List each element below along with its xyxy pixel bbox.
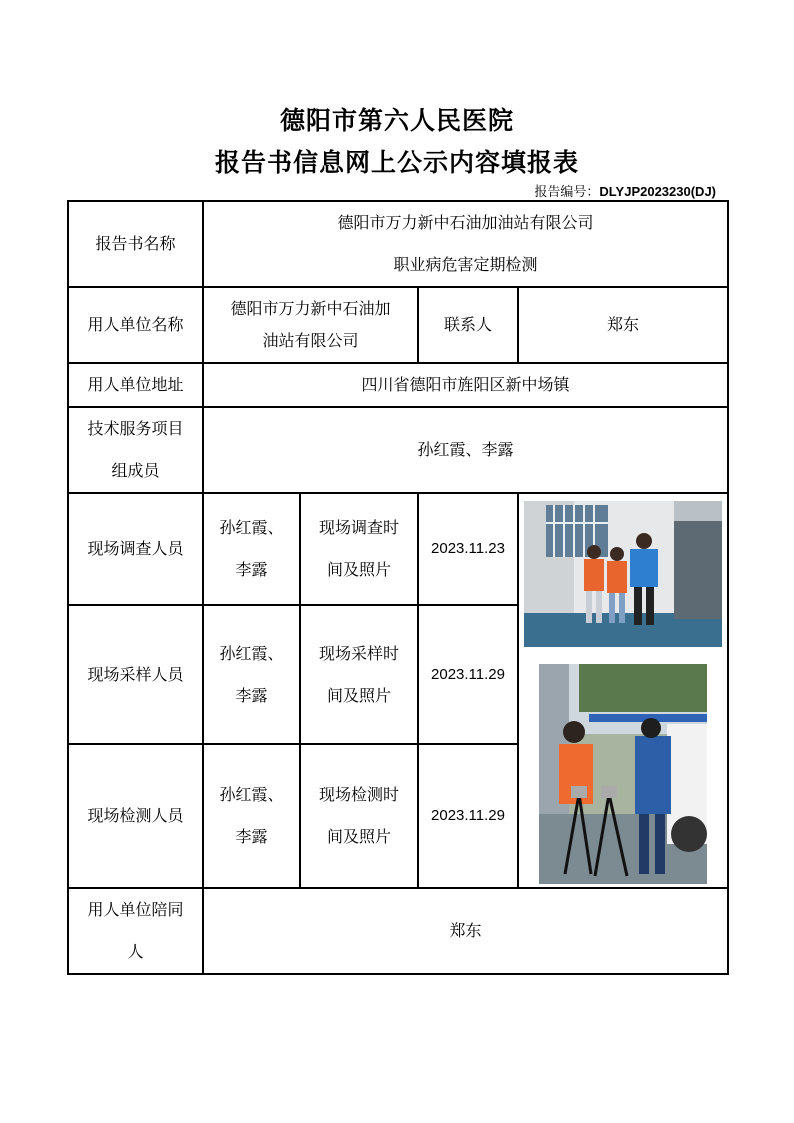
sampling-label: 现场采样人员 (68, 605, 203, 744)
document-title-line2: 报告书信息网上公示内容填报表 (214, 148, 579, 177)
team-label-line1: 技术服务项目 (87, 419, 184, 438)
info-table (67, 200, 729, 975)
row-address (68, 363, 728, 407)
team-label-line2: 组成员 (111, 461, 160, 480)
contact-label: 联系人 (418, 287, 518, 363)
testing-people (203, 744, 300, 888)
testing-people-line1: 孙红霞、 (219, 785, 284, 804)
survey-time-label (300, 493, 418, 605)
survey-time-label-line2: 间及照片 (326, 560, 391, 579)
sampling-people (203, 605, 300, 744)
survey-people-line1: 孙红霞、 (219, 518, 284, 537)
survey-people-line2: 李露 (235, 560, 268, 579)
survey-label: 现场调查人员 (68, 493, 203, 605)
row-escort (68, 888, 728, 974)
escort-value: 郑东 (203, 888, 728, 974)
row-survey (68, 493, 728, 605)
row-employer (68, 287, 728, 363)
document-title-line1: 德阳市第六人民医院 (279, 106, 514, 135)
report-name-value-line1: 德阳市万力新中石油加油站有限公司 (337, 213, 594, 232)
employer-value-line2: 油站有限公司 (262, 331, 359, 350)
survey-date: 2023.11.23 (418, 493, 518, 605)
sampling-time-label (300, 605, 418, 744)
report-number-value: DLYJP2023230(DJ) (599, 184, 716, 199)
testing-time-label (300, 744, 418, 888)
report-number-label: 报告编号： (534, 185, 600, 200)
address-value: 四川省德阳市旌阳区新中场镇 (203, 363, 728, 407)
row-report-name (68, 201, 728, 287)
escort-label-line2: 人 (127, 942, 144, 961)
survey-time-label-line1: 现场调查时 (318, 518, 399, 537)
testing-people-line2: 李露 (235, 827, 268, 846)
employer-label: 用人单位名称 (68, 287, 203, 363)
contact-value: 郑东 (518, 287, 728, 363)
team-label (68, 407, 203, 493)
sampling-people-line2: 李露 (235, 685, 268, 705)
sampling-time-label-line2: 间及照片 (326, 685, 391, 705)
employer-value-line1: 德阳市万力新中石油加 (230, 299, 391, 318)
testing-time-label-line1: 现场检测时 (318, 785, 399, 804)
testing-time-label-line2: 间及照片 (326, 827, 391, 846)
sampling-people-line1: 孙红霞、 (219, 643, 284, 663)
employer-value (203, 287, 418, 363)
sampling-photo (539, 664, 707, 884)
sampling-date: 2023.11.29 (418, 605, 518, 744)
report-name-value (203, 201, 728, 287)
testing-date: 2023.11.29 (418, 744, 518, 888)
testing-label: 现场检测人员 (68, 744, 203, 888)
survey-people (203, 493, 300, 605)
report-number (534, 181, 716, 200)
sampling-time-label-line1: 现场采样时 (318, 643, 399, 663)
report-name-value-line2: 职业病危害定期检测 (393, 255, 538, 274)
team-value: 孙红霞、李露 (203, 407, 728, 493)
report-name-label: 报告书名称 (68, 201, 203, 287)
row-team (68, 407, 728, 493)
address-label: 用人单位地址 (68, 363, 203, 407)
escort-label (68, 888, 203, 974)
escort-label-line1: 用人单位陪同 (87, 900, 184, 919)
survey-photo (524, 501, 722, 647)
photo-cell (518, 493, 728, 888)
